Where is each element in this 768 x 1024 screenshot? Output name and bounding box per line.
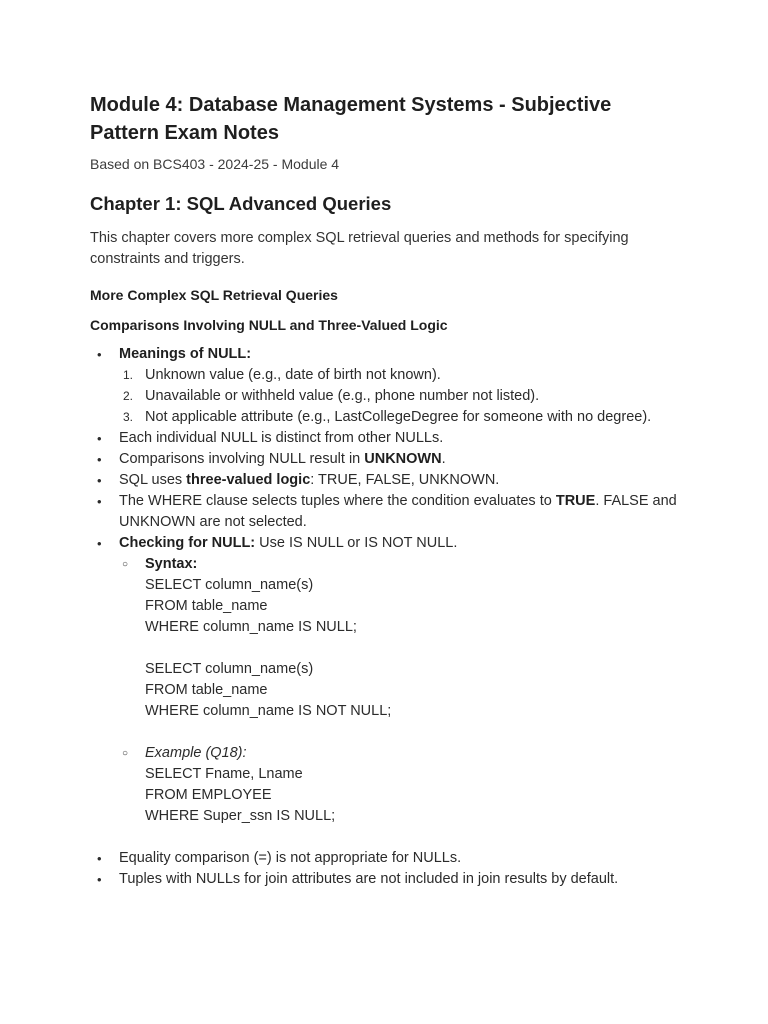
code-line: SELECT Fname, Lname — [145, 766, 303, 782]
item-text: The WHERE clause selects tuples where the condition evaluates to — [119, 493, 556, 509]
numbered-item — [90, 407, 690, 428]
item-text: Not applicable attribute (e.g., LastCollegeDegree for someone with no degree). — [145, 409, 652, 425]
numbered-item — [90, 365, 690, 386]
list-item-equality — [90, 848, 690, 869]
list-item-checking-null — [90, 533, 690, 554]
item-number: 1. — [123, 368, 134, 382]
list-item-join — [90, 869, 690, 890]
item-text: Tuples with NULLs for join attributes are not included in join results by default. — [119, 871, 619, 887]
code-line: WHERE Super_ssn IS NULL; — [145, 808, 336, 824]
example-label: Example (Q18): — [145, 745, 247, 761]
code-line: SELECT column_name(s) — [145, 577, 314, 593]
code-line: FROM table_name — [145, 682, 268, 698]
syntax-label: Syntax: — [145, 556, 198, 572]
code-line: WHERE column_name IS NULL; — [145, 619, 357, 635]
item-text: SQL uses — [119, 472, 187, 488]
item-text: Unavailable or withheld value (e.g., phone number not listed). — [145, 388, 540, 404]
page-title: Module 4: Database Management Systems - Subjective Pattern Exam Notes — [90, 94, 612, 144]
meanings-label: Meanings of NULL: — [119, 346, 252, 362]
emphasis-text: three-valued logic — [186, 472, 311, 488]
emphasis-text: UNKNOWN — [364, 451, 442, 467]
list-item-where-clause — [90, 491, 690, 533]
code-line: WHERE column_name IS NOT NULL; — [145, 703, 392, 719]
item-text: Each individual NULL is distinct from other NULLs. — [119, 430, 444, 446]
list-item-three-valued-logic — [90, 470, 690, 491]
sub-item-example — [90, 743, 690, 764]
section-heading: More Complex SQL Retrieval Queries — [90, 287, 338, 303]
chapter-intro: This chapter covers more complex SQL retrieval queries and methods for specifying constraints and triggers. — [90, 230, 629, 267]
code-line: SELECT column_name(s) — [145, 661, 314, 677]
item-number: 2. — [123, 389, 134, 403]
code-line: FROM EMPLOYEE — [145, 787, 272, 803]
code-line: FROM table_name — [145, 598, 268, 614]
notes-list — [90, 344, 690, 890]
item-text: Comparisons involving NULL result in — [119, 451, 365, 467]
emphasis-text: TRUE — [555, 493, 596, 509]
emphasis-text: Checking for NULL: — [119, 535, 256, 551]
list-item-comparisons — [90, 449, 690, 470]
list-item-distinct — [90, 428, 690, 449]
item-text: . — [441, 451, 446, 467]
item-number: 3. — [123, 410, 134, 424]
item-text: : TRUE, FALSE, UNKNOWN. — [310, 472, 500, 488]
numbered-item — [90, 386, 690, 407]
chapter-heading: Chapter 1: SQL Advanced Queries — [90, 193, 392, 214]
item-text: Unknown value (e.g., date of birth not known). — [145, 367, 441, 383]
item-text: . FALSE and UNKNOWN are not selected. — [119, 493, 677, 530]
list-item-meanings — [90, 344, 690, 365]
sub-item-syntax — [90, 554, 690, 575]
page-subtitle: Based on BCS403 - 2024-25 - Module 4 — [90, 156, 340, 172]
subsection-heading: Comparisons Involving NULL and Three-Valued Logic — [90, 317, 448, 333]
item-text: Use IS NULL or IS NOT NULL. — [255, 535, 458, 551]
item-text: Equality comparison (=) is not appropriate for NULLs. — [119, 850, 462, 866]
